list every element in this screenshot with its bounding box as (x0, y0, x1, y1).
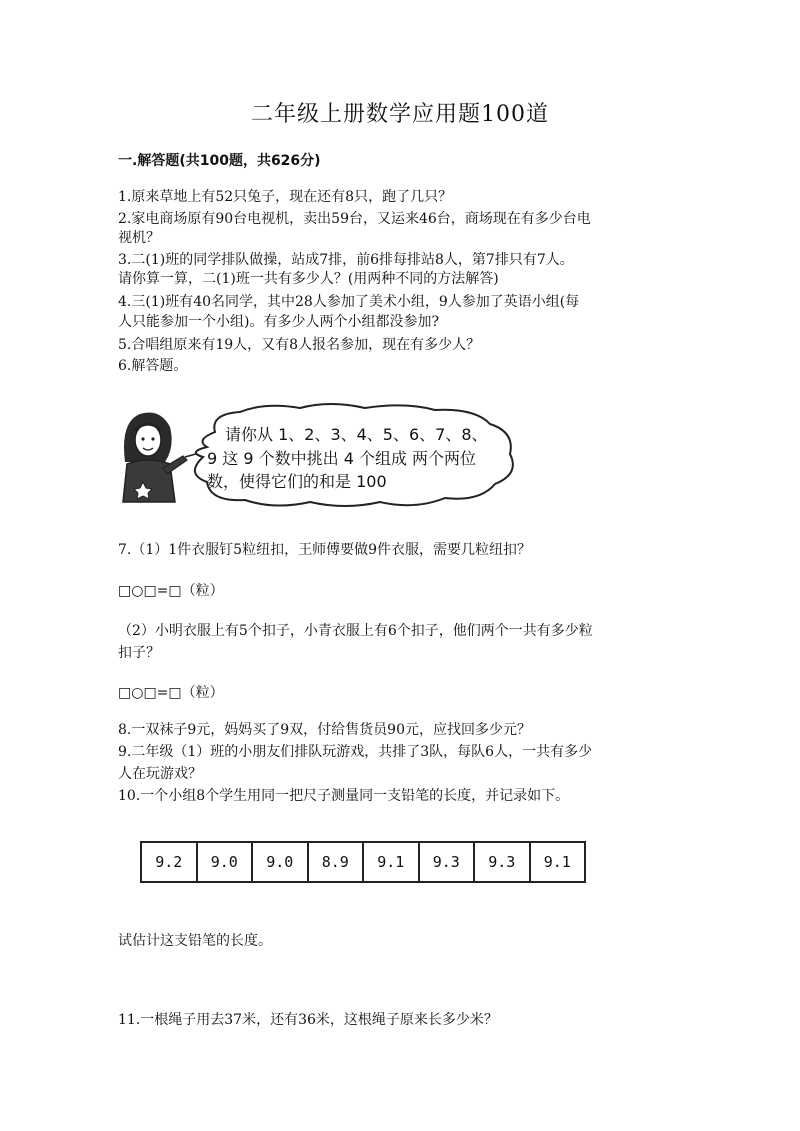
question-10-prompt: 试估计这支铅笔的长度。 (118, 933, 272, 949)
bubble-line-1: 请你从 1、2、3、4、5、6、7、8、 (225, 425, 488, 444)
question-4-line-2: 人只能参加一个小组)。有多少人两个小组都没参加? (118, 314, 439, 330)
question-7-part-1: 7.（1）1件衣服钉5粒纽扣，王师傅要做9件衣服，需要几粒纽扣？ (118, 542, 531, 558)
measurement-cell: 8.9 (308, 842, 364, 882)
measurement-cell: 9.1 (363, 842, 419, 882)
measurement-cell: 9.3 (474, 842, 530, 882)
measurement-row (141, 842, 585, 882)
measurement-cell: 9.2 (141, 842, 197, 882)
measurement-cell: 9.0 (197, 842, 253, 882)
section-heading: 一.解答题(共100题，共626分) (118, 153, 321, 169)
question-11: 11.一根绳子用去37米，还有36米，这根绳子原来长多少米？ (118, 1012, 498, 1028)
question-7-part-2-line-1: （2）小明衣服上有5个扣子，小青衣服上有6个扣子，他们两个一共有多少粒 (118, 623, 593, 639)
question-2-line-1: 2.家电商场原有90台电视机，卖出59台，又运来46台，商场现在有多少台电 (118, 211, 591, 227)
measurement-table (140, 841, 586, 883)
question-10: 10.一个小组8个学生用同一把尺子测量同一支铅笔的长度，并记录如下。 (118, 788, 570, 804)
question-1: 1.原来草地上有52只兔子，现在还有8只，跑了几只？ (118, 189, 453, 205)
measurement-cell: 9.1 (530, 842, 586, 882)
measurement-cell: 9.0 (252, 842, 308, 882)
page-title: 二年级上册数学应用题100道 (251, 102, 549, 127)
bubble-line-2: 9 这 9 个数中挑出 4 个组成 两个两位 (207, 449, 477, 468)
teacher-illustration (115, 402, 535, 512)
question-5: 5.合唱组原来有19人，又有8人报名参加，现在有多少人？ (118, 337, 481, 353)
question-7-formula-1: □○□=□（粒） (118, 583, 224, 599)
question-3-line-2: 请你算一算，二(1)班一共有多少人？(用两种不同的方法解答) (118, 271, 499, 287)
question-8: 8.一双袜子9元，妈妈买了9双，付给售货员90元，应找回多少元？ (118, 722, 531, 738)
question-7-part-2-line-2: 扣子？ (118, 645, 160, 661)
question-9-line-2: 人在玩游戏？ (118, 766, 202, 782)
question-9-line-1: 9.二年级（1）班的小朋友们排队玩游戏，共排了3队，每队6人，一共有多少 (118, 744, 593, 760)
question-3-line-1: 3.二(1)班的同学排队做操，站成7排，前6排每排站8人，第7排只有7人。 (118, 252, 574, 268)
question-6: 6.解答题。 (118, 358, 188, 374)
teacher-icon (123, 413, 203, 502)
bubble-line-3: 数，使得它们的和是 100 (207, 472, 387, 491)
question-7-formula-2: □○□=□（粒） (118, 685, 224, 701)
question-4-line-1: 4.三(1)班有40名同学，其中28人参加了美术小组，9人参加了英语小组(每 (118, 294, 580, 310)
question-2-line-2: 视机？ (118, 230, 160, 246)
measurement-cell: 9.3 (419, 842, 475, 882)
